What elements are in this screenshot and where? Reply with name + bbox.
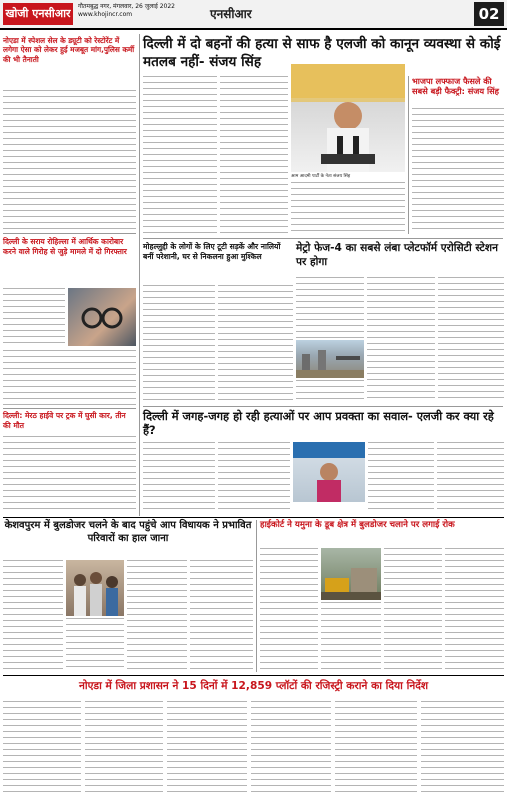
noida-col1 [3, 701, 81, 797]
left-mid-body-2 [3, 350, 136, 405]
murder-body-col1 [143, 442, 215, 514]
metro-body-col2 [367, 277, 435, 403]
sub-story-headline: मोहल्लुद्दी के लोगों के लिए टूटी सड़कें और नालियों बनीं परेशानी, घर से निकलना हुआ मुश्किल [143, 242, 281, 261]
bulldozer-right-col1 [260, 548, 318, 672]
main-photo-caption: आम आदमी पार्टी के नेता संजय सिंह [291, 174, 351, 179]
right-top-headline: भाजपा लफ्फाज फैसले की सबसे बड़ी फैक्ट्री: संजय सिंह [412, 76, 499, 97]
noida-col5 [335, 701, 417, 797]
sub-story-col1 [143, 285, 215, 403]
date-line [78, 3, 188, 19]
main-headline: दिल्ली में दो बहनों की हत्या से साफ है एलजी को कानून व्यवस्था से कोई मतलब नहीं- संजय सिंह [143, 36, 501, 70]
metro-construction-photo [296, 340, 364, 378]
murder-body-col3 [368, 442, 434, 514]
left-mid-body [3, 288, 65, 348]
section-title: एनसीआर [210, 7, 252, 21]
bulldozer-right-headline: हाईकोर्ट ने यमुना के डूब क्षेत्र में बुलडोजर चलाने पर लगाई रोक [260, 520, 455, 530]
press-conference-illustration [291, 64, 405, 172]
column-rule [408, 76, 409, 234]
page-header [0, 0, 507, 30]
right-top-headline-box [412, 76, 504, 106]
metro-headline: मेट्रो फेज-4 का सबसे लंबा प्लेटफॉर्म एरोसिटी स्टेशन पर होगा [296, 242, 498, 268]
bulldozer-right-col2 [321, 602, 381, 672]
main-body-col3 [291, 182, 405, 234]
bulldozer-left-headline-box [3, 520, 253, 556]
date-text: गौतमबुद्ध नगर, मंगलवार, 26 जुलाई 2022 [78, 3, 175, 10]
bulldozer-right-col4 [445, 548, 504, 672]
bulldozer-left-headline: केशवपुरम में बुलडोजर चलने के बाद पहुंचे आप विधायक ने प्रभावित परिवारों का हाल जाना [4, 520, 252, 544]
spokesperson-illustration [293, 442, 365, 502]
murder-headline-box [143, 409, 503, 439]
sub-story-col2 [218, 285, 293, 403]
divider [143, 406, 503, 407]
left-bot-body [3, 436, 136, 514]
bulldozer-right-headline-box [260, 520, 504, 544]
construction-site-illustration [296, 340, 364, 378]
right-top-body [412, 108, 504, 234]
divider [3, 233, 136, 234]
bulldozer-site-illustration [321, 548, 381, 600]
noida-col2 [85, 701, 163, 797]
murder-headline: दिल्ली में जगह-जगह हो रही हत्याओं पर आप प्रवक्ता का सवाल- एलजी कर क्या रहे हैं? [143, 409, 494, 438]
mla-visit-photo [66, 560, 124, 616]
left-bot-headline-box [3, 411, 136, 433]
main-body-col1 [143, 76, 217, 234]
demolition-photo [321, 548, 381, 600]
noida-headline-box [3, 678, 504, 698]
metro-body-col1 [296, 277, 364, 339]
murder-body-col2 [218, 442, 290, 514]
bulldozer-left-col1 [3, 560, 63, 672]
divider [143, 238, 503, 239]
spokesperson-photo [293, 442, 365, 502]
bulldozer-right-col3 [384, 548, 442, 672]
divider [3, 408, 136, 409]
bulldozer-left-col4 [190, 560, 253, 672]
sub-story-headline-box [143, 242, 293, 282]
left-bot-headline: दिल्ली: मेरठ हाईवे पर ट्रक में घुसी कार, तीन की मौत [3, 411, 126, 430]
main-body-col2 [220, 76, 288, 234]
column-rule [256, 520, 257, 672]
left-top-headline-box [3, 36, 136, 88]
left-top-headline: नोएडा में स्पेशल सेल के ड्यूटी को रेस्टोरेंट में लगेगा ऐसा को लेकर हुई मजबूत मांग,पुलिस कर्मी की भी तैनाती [3, 36, 135, 64]
metro-body-col1b [296, 380, 364, 403]
handcuff-photo [68, 288, 136, 346]
metro-body-col3 [438, 277, 504, 403]
masthead-logo: खोजी एनसीआर [3, 3, 73, 25]
crowd-illustration [66, 560, 124, 616]
left-mid-headline: दिल्ली के सराय रोहिल्ला में आर्थिक कारोबार करने वाले गिरोह से जुड़े मामले में दो गिरफ्तार [3, 237, 127, 256]
bulldozer-left-col2 [66, 618, 124, 672]
left-mid-headline-box [3, 237, 136, 285]
metro-headline-box [296, 242, 504, 274]
page-number: 02 [474, 2, 504, 26]
noida-headline: नोएडा में जिला प्रशासन ने 15 दिनों में 12,859 प्लॉटों की रजिस्ट्री कराने का दिया निर्देश [78, 680, 429, 692]
website-text: www.khojincr.com [78, 11, 133, 18]
noida-col6 [421, 701, 504, 797]
handcuff-icon [68, 288, 136, 346]
divider [3, 517, 504, 518]
bulldozer-left-col3 [127, 560, 187, 672]
murder-body-col4 [437, 442, 504, 514]
column-rule [139, 34, 140, 516]
divider [3, 675, 504, 676]
noida-col4 [251, 701, 331, 797]
left-top-body [3, 90, 136, 230]
sanjay-singh-photo [291, 64, 405, 172]
noida-col3 [167, 701, 247, 797]
